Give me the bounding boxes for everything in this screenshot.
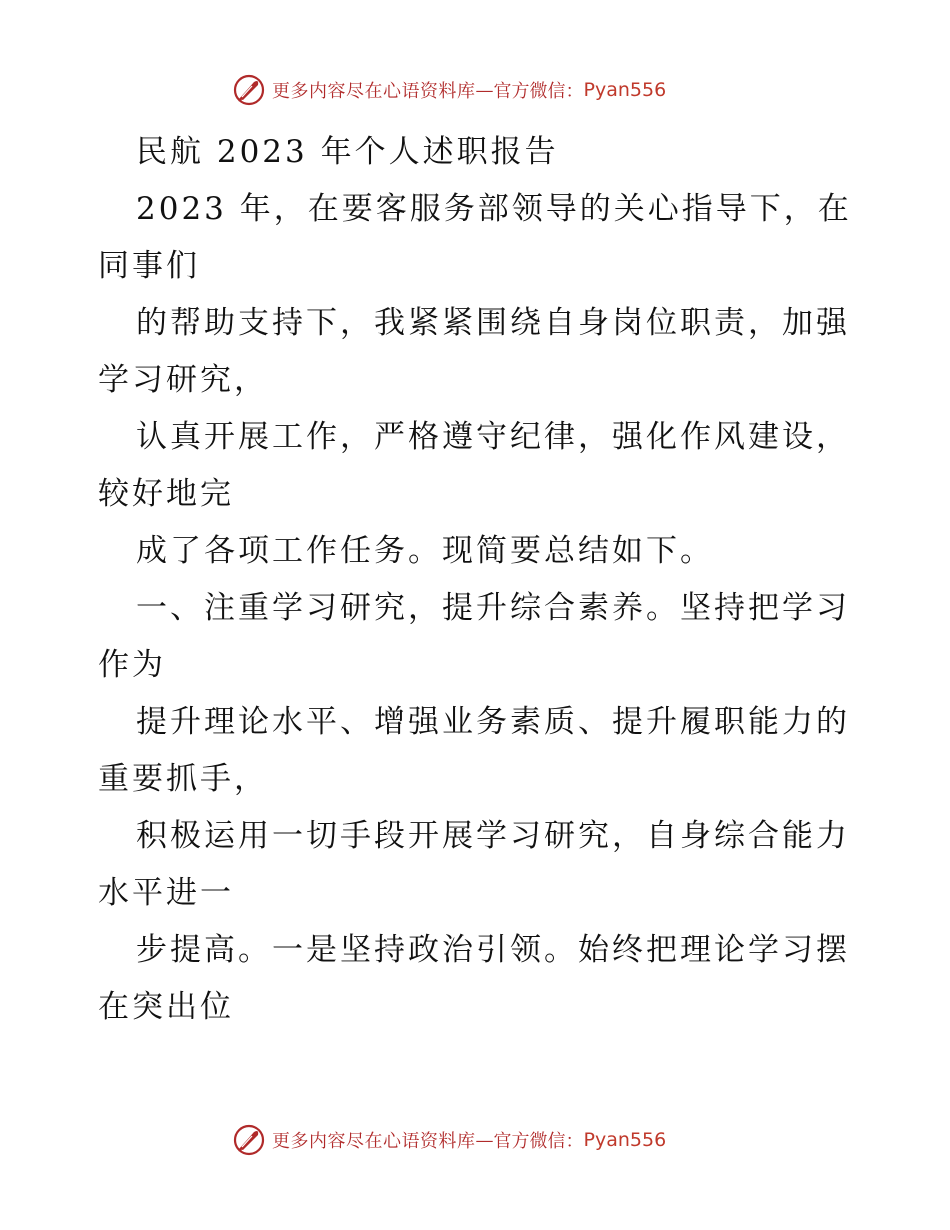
text-line: 水平进一	[98, 875, 234, 911]
text-line: 成了各项工作任务。现简要总结如下。	[136, 533, 714, 569]
text-line: 同事们	[98, 248, 200, 284]
text-line: 步提高。一是坚持政治引领。始终把理论学习摆	[136, 932, 850, 968]
text-line: 较好地完	[98, 476, 234, 512]
text-line: 2023 年，在要客服务部领导的关心指导下，在	[136, 191, 852, 227]
document-title: 民航 2023 年个人述职报告	[136, 134, 559, 170]
text-line: 认真开展工作，严格遵守纪律，强化作风建设，	[136, 419, 850, 455]
text-line: 学习研究，	[98, 362, 268, 398]
watermark-text: 更多内容尽在心语资料库	[272, 1131, 476, 1152]
watermark-wechat-id: Pyan556	[583, 79, 667, 101]
text-line: 的帮助支持下，我紧紧围绕自身岗位职责，加强	[136, 305, 850, 341]
footer-watermark	[232, 1122, 666, 1158]
text-line: 重要抓手，	[98, 761, 268, 797]
document-body	[98, 124, 858, 1036]
text-line: 一、注重学习研究，提升综合素养。坚持把学习	[136, 590, 850, 626]
watermark-label: 官方微信：	[493, 81, 584, 102]
text-line: 积极运用一切手段开展学习研究，自身综合能力	[136, 818, 850, 854]
watermark-dash: —	[475, 1129, 494, 1151]
text-line: 在突出位	[98, 989, 234, 1025]
quill-logo-icon	[232, 1123, 266, 1157]
quill-logo-icon	[232, 73, 266, 107]
watermark-text: 更多内容尽在心语资料库	[272, 81, 476, 102]
watermark-dash: —	[475, 79, 494, 101]
header-watermark	[232, 72, 666, 108]
watermark-label: 官方微信：	[493, 1131, 584, 1152]
text-line: 提升理论水平、增强业务素质、提升履职能力的	[136, 704, 850, 740]
text-line: 作为	[98, 647, 166, 683]
watermark-wechat-id: Pyan556	[583, 1129, 667, 1151]
